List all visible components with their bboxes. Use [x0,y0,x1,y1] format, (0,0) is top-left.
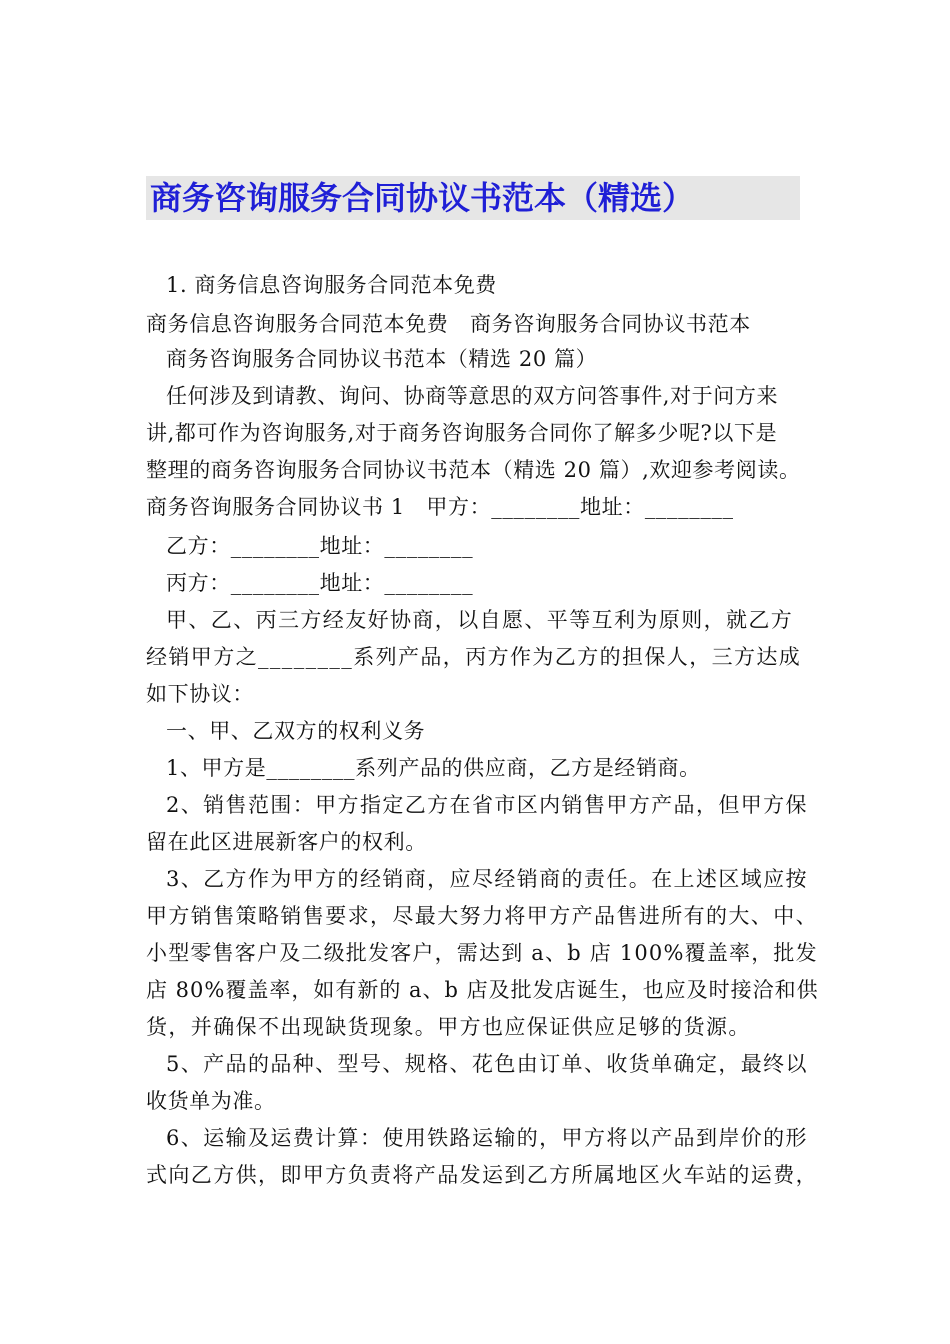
clause-line: 1、甲方是________系列产品的供应商，乙方是经销商。 [166,756,701,780]
clause-line: 小型零售客户及二级批发客户，需达到 a、b 店 100%覆盖率，批发 [146,941,818,965]
section-heading: 1. 商务信息咨询服务合同范本免费 [166,273,497,297]
clause-line: 3、乙方作为甲方的经销商，应尽经销商的责任。在上述区域应按 [166,867,808,891]
clause-line: 6、运输及运费计算：使用铁路运输的，甲方将以产品到岸价的形 [166,1126,808,1150]
clause-line: 留在此区进展新客户的权利。 [146,830,427,854]
clause-line: 货，并确保不出现缺货现象。甲方也应保证供应足够的货源。 [146,1015,751,1039]
clause-line: 2、销售范围：甲方指定乙方在省市区内销售甲方产品，但甲方保 [166,793,808,817]
paragraph-line: 商务咨询服务合同协议书 1 甲方：________地址：________ [146,495,734,519]
clause-line: 店 80%覆盖率，如有新的 a、b 店及批发店诞生，也应及时接洽和供 [146,978,819,1002]
clause-line: 甲方销售策略销售要求，尽最大努力将甲方产品售进所有的大、中、 [146,904,818,928]
paragraph-line: 如下协议： [146,682,254,706]
paragraph-line: 甲、乙、丙三方经友好协商，以自愿、平等互利为原则，就乙方 [166,608,794,632]
clause-line: 式向乙方供，即甲方负责将产品发运到乙方所属地区火车站的运费， [146,1163,818,1187]
paragraph-line: 任何涉及到请教、询问、协商等意思的双方问答事件,对于问方来 [166,384,779,408]
title-highlight [146,176,800,220]
paragraph-line: 经销甲方之________系列产品，丙方作为乙方的担保人，三方达成 [146,645,802,669]
document-title: 商务咨询服务合同协议书范本（精选） [150,179,695,217]
party-line: 乙方：________地址：________ [166,534,474,558]
party-line: 丙方：________地址：________ [166,571,474,595]
paragraph-line: 整理的商务咨询服务合同协议书范本（精选 20 篇）,欢迎参考阅读。 [146,458,801,482]
paragraph-line: 商务信息咨询服务合同范本免费 商务咨询服务合同协议书范本 [146,312,751,336]
clause-line: 收货单为准。 [146,1089,276,1113]
section-heading: 一、甲、乙双方的权利义务 [166,719,426,743]
paragraph-line: 讲,都可作为咨询服务,对于商务咨询服务合同你了解多少呢?以下是 [146,421,778,445]
paragraph-line: 商务咨询服务合同协议书范本（精选 20 篇） [166,347,598,371]
clause-line: 5、产品的品种、型号、规格、花色由订单、收货单确定，最终以 [166,1052,808,1076]
